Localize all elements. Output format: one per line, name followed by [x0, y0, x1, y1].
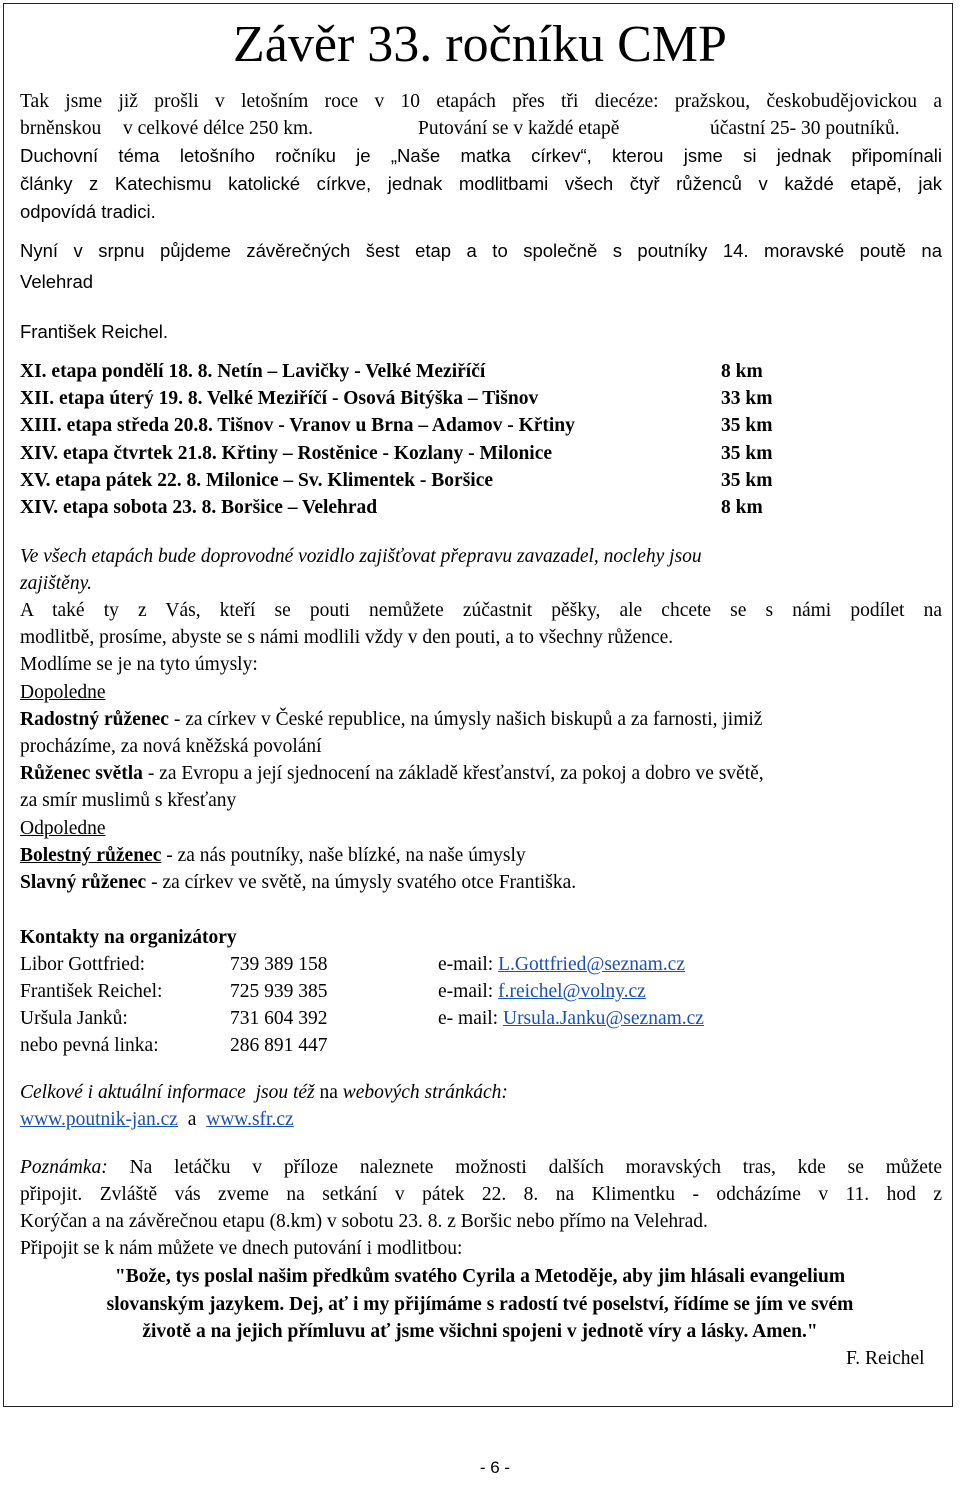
web-link-sfr[interactable]: www.sfr.cz	[206, 1109, 294, 1130]
vehicle-line-1: Ve všech etapách bude doprovodné vozidlo zajišťovat přepravu zavazadel, noclehy jsou	[20, 546, 702, 567]
contact-phone: 731 604 392	[230, 1008, 328, 1029]
svetla-line-2: za smír muslimů s křesťany	[20, 790, 237, 811]
intro-line-5: odpovídá tradici.	[20, 201, 156, 222]
web-info-d: webových stránkách:	[342, 1082, 508, 1103]
web-info-c: na	[319, 1082, 338, 1103]
page-title: Závěr 33. ročníku CMP	[233, 16, 727, 73]
slavny-label: Slavný růženec	[20, 872, 147, 893]
contact-name: František Reichel:	[20, 981, 163, 1002]
contacts-heading: Kontakty na organizátory	[20, 927, 237, 948]
bolestny-label: Bolestný růženec	[20, 845, 162, 866]
note-label: Poznámka:	[20, 1157, 108, 1178]
stage-row-text: XIV. etapa sobota 23. 8. Boršice – Velehrad	[20, 497, 378, 518]
stage-row-km: 8 km	[721, 361, 763, 382]
now-line-2: Velehrad	[20, 271, 94, 292]
morning-heading: Dopoledne	[20, 682, 106, 703]
now-line-1: Nyní v srpnu půjdeme závěrečných šest etap a to společně s poutníky 14. moravské poutě na	[20, 240, 942, 261]
svetla-line	[20, 760, 764, 787]
contact-email-label: e- mail:	[438, 1008, 503, 1029]
web-info-b: jsou též	[255, 1082, 315, 1103]
page-number: - 6 -	[479, 1458, 511, 1477]
stage-row-text: XI. etapa pondělí 18. 8. Netín – Lavičky - Velké Meziříčí	[20, 361, 486, 382]
note-line-2: připojit. Zvláště vás zveme na setkání v pátek 22. 8. na Klimentku - odcházíme v 11. hod z	[20, 1184, 942, 1205]
contact-phone: 286 891 447	[230, 1035, 328, 1056]
stage-row-text: XV. etapa pátek 22. 8. Milonice – Sv. Klimentek - Boršice	[20, 470, 494, 491]
stage-row-km: 33 km	[721, 388, 773, 409]
prayer-line-1: A také ty z Vás, kteří se pouti nemůžete zúčastnit pěšky, ale chcete se s námi podílet na	[20, 600, 942, 621]
stage-row-km: 35 km	[721, 415, 773, 436]
contact-email-line	[438, 951, 685, 978]
contact-name: nebo pevná linka:	[20, 1035, 159, 1056]
intro-line-2b: v celkové délce 250 km.	[123, 118, 314, 139]
afternoon-heading: Odpoledne	[20, 818, 106, 839]
closing-prayer-line-1: "Bože, tys poslal našim předkům svatého Cyrila a Metoděje, aby jim hlásali evangelium	[114, 1266, 846, 1287]
stage-row-km: 35 km	[721, 443, 773, 464]
contact-email-label: e-mail:	[438, 981, 499, 1002]
stage-row-text: XII. etapa úterý 19. 8. Velké Meziříčí - Osová Bitýška – Tišnov	[20, 388, 539, 409]
closing-prayer-line-2: slovanským jazykem. Dej, ať i my přijímáme s radostí tvé poselství, řídíme se jím ve svém	[106, 1294, 854, 1315]
contact-name: Libor Gottfried:	[20, 954, 146, 975]
web-links-line	[20, 1106, 294, 1133]
prayer-line-2: modlitbě, prosíme, abyste se s námi modlili vždy v den pouti, a to všechny růžence.	[20, 627, 674, 648]
contact-email-link[interactable]: Ursula.Janku@seznam.cz	[502, 1008, 704, 1029]
bolestny-text: - za nás poutníky, naše blízké, na naše úmysly	[161, 845, 526, 866]
contact-name: Uršula Janků:	[20, 1008, 128, 1029]
contact-phone: 739 389 158	[230, 954, 328, 975]
contact-phone: 725 939 385	[230, 981, 328, 1002]
web-link-poutnik[interactable]: www.poutnik-jan.cz	[20, 1109, 178, 1130]
svetla-label: Růženec světla	[20, 763, 143, 784]
prayer-line-3: Modlíme se je na tyto úmysly:	[20, 654, 258, 675]
intro-line-3: Duchovní téma letošního ročníku je „Naše matka církev“, kterou jsme si jednak připomínali	[20, 145, 942, 166]
stage-row-text: XIV. etapa čtvrtek 21.8. Křtiny – Rostěnice - Kozlany - Milonice	[20, 443, 553, 464]
intro-line-2c: Putování se v každé etapě	[418, 118, 620, 139]
intro-line-4: články z Katechismu katolické církve, jednak modlitbami všech čtyř růženců v každé etapě, jak	[20, 173, 942, 194]
svetla-text: - za Evropu a její sjednocení na základě křesťanství, za pokoj a dobro ve světě,	[142, 763, 764, 784]
closing-signature: F. Reichel	[846, 1348, 925, 1369]
stage-row-km: 8 km	[721, 497, 763, 518]
radostny-text: - za církev v České republice, na úmysly našich biskupů a za farnosti, jimiž	[168, 709, 763, 730]
contact-email-link[interactable]: L.Gottfried@seznam.cz	[498, 954, 685, 975]
slavny-text: - za církev ve světě, na úmysly svatého otce Františka.	[146, 872, 577, 893]
intro-line-2a: brněnskou	[20, 118, 102, 139]
now-signature: František Reichel.	[20, 321, 169, 342]
web-info-line	[20, 1079, 508, 1106]
note-line-1	[20, 1154, 942, 1181]
web-info-a: Celkové i aktuální informace	[20, 1082, 246, 1103]
intro-line-2d: účastní 25- 30 poutníků.	[710, 118, 900, 139]
stage-row-km: 35 km	[721, 470, 773, 491]
note-line-3: Korýčan a na závěrečnou etapu (8.km) v sobotu 23. 8. z Boršic nebo přímo na Velehrad.	[20, 1211, 708, 1232]
vehicle-line-2: zajištěny.	[20, 573, 93, 594]
contact-email-link[interactable]: f.reichel@volny.cz	[498, 981, 646, 1002]
stage-row-text: XIII. etapa středa 20.8. Tišnov - Vranov u Brna – Adamov - Křtiny	[20, 415, 575, 436]
slavny-line	[20, 869, 576, 896]
contact-email-line	[438, 1005, 704, 1032]
bolestny-line	[20, 842, 526, 869]
radostny-line-2: procházíme, za nová kněžská povolání	[20, 736, 322, 757]
intro-line-1: Tak jsme již prošli v letošním roce v 10 etapách přes tři diecéze: pražskou, českobudějovickou a	[20, 91, 942, 112]
note-text-1: Na letáčku v příloze naleznete možnosti dalších moravských tras, kde se můžete	[129, 1157, 943, 1178]
contact-email-label: e-mail:	[438, 954, 499, 975]
radostny-label: Radostný růženec	[20, 709, 169, 730]
radostny-line	[20, 706, 762, 733]
note-line-4: Připojit se k nám můžete ve dnech putování i modlitbou:	[20, 1238, 463, 1259]
contact-email-line	[438, 978, 646, 1005]
web-and: a	[187, 1109, 197, 1130]
closing-prayer-line-3: životě a na jejich přímluvu ať jsme všichni spojeni v jednotě víry a lásky. Amen."	[142, 1321, 818, 1342]
